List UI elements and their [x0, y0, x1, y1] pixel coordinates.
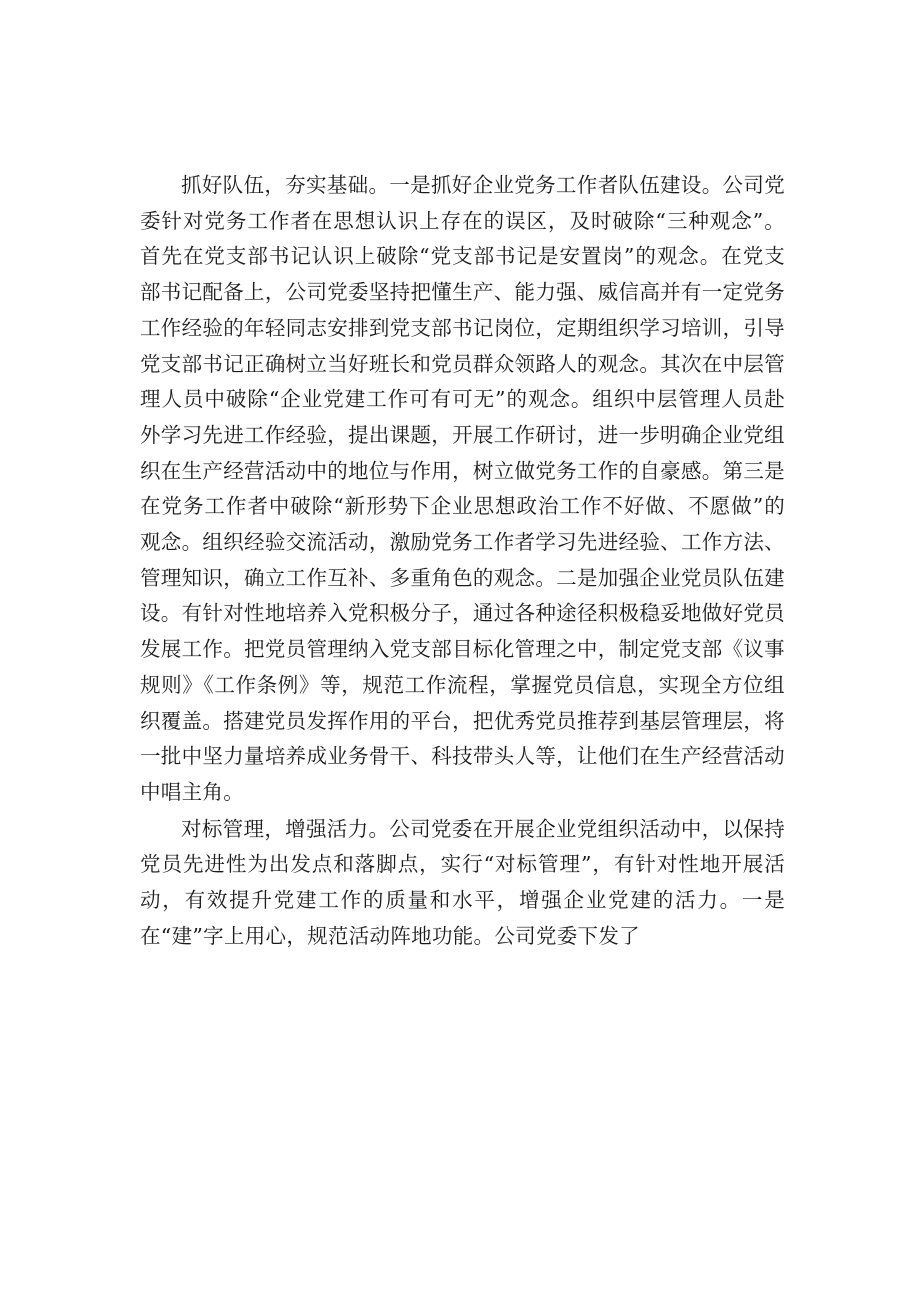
paragraph-team-building: 抓好队伍，夯实基础。一是抓好企业党务工作者队伍建设。公司党委针对党务工作者在思想认识上存在的误区，及时破除“三种观念”。首先在党支部书记认识上破除“党支部书记是安置岗”的观念。在党支部书记配备上，公司党委坚持把懂生产、能力强、威信高并有一定党务工作经验的年轻同志安排到党支部书记岗位，定期组织学习培训，引导党支部书记正确树立当好班长和党员群众领路人的观念。其次在中层管理人员中破除“企业党建工作可有可无”的观念。组织中层管理人员赴外学习先进工作经验，提出课题，开展工作研讨，进一步明确企业党组织在生产经营活动中的地位与作用，树立做党务工作的自豪感。第三是在党务工作者中破除“新形势下企业思想政治工作不好做、不愿做”的观念。组织经验交流活动，激励党务工作者学习先进经验、工作方法、管理知识，确立工作互补、多重角色的观念。二是加强企业党员队伍建设。有针对性地培养入党积极分子，通过各种途径积极稳妥地做好党员发展工作。把党员管理纳入党支部目标化管理之中，制定党支部《议事规则》《工作条例》等，规范工作流程，掌握党员信息，实现全方位组织覆盖。搭建党员发挥作用的平台，把优秀党员推荐到基层管理层，将一批中坚力量培养成业务骨干、科技带头人等，让他们在生产经营活动中唱主角。: [140, 173, 785, 804]
paragraph-benchmark-management: 对标管理，增强活力。公司党委在开展企业党组织活动中，以保持党员先进性为出发点和落脚点，实行“对标管理”，有针对性地开展活动，有效提升党建工作的质量和水平，增强企业党建的活力。一是在“建”字上用心，规范活动阵地功能。公司党委下发了: [140, 816, 785, 948]
document-body: [140, 168, 785, 954]
